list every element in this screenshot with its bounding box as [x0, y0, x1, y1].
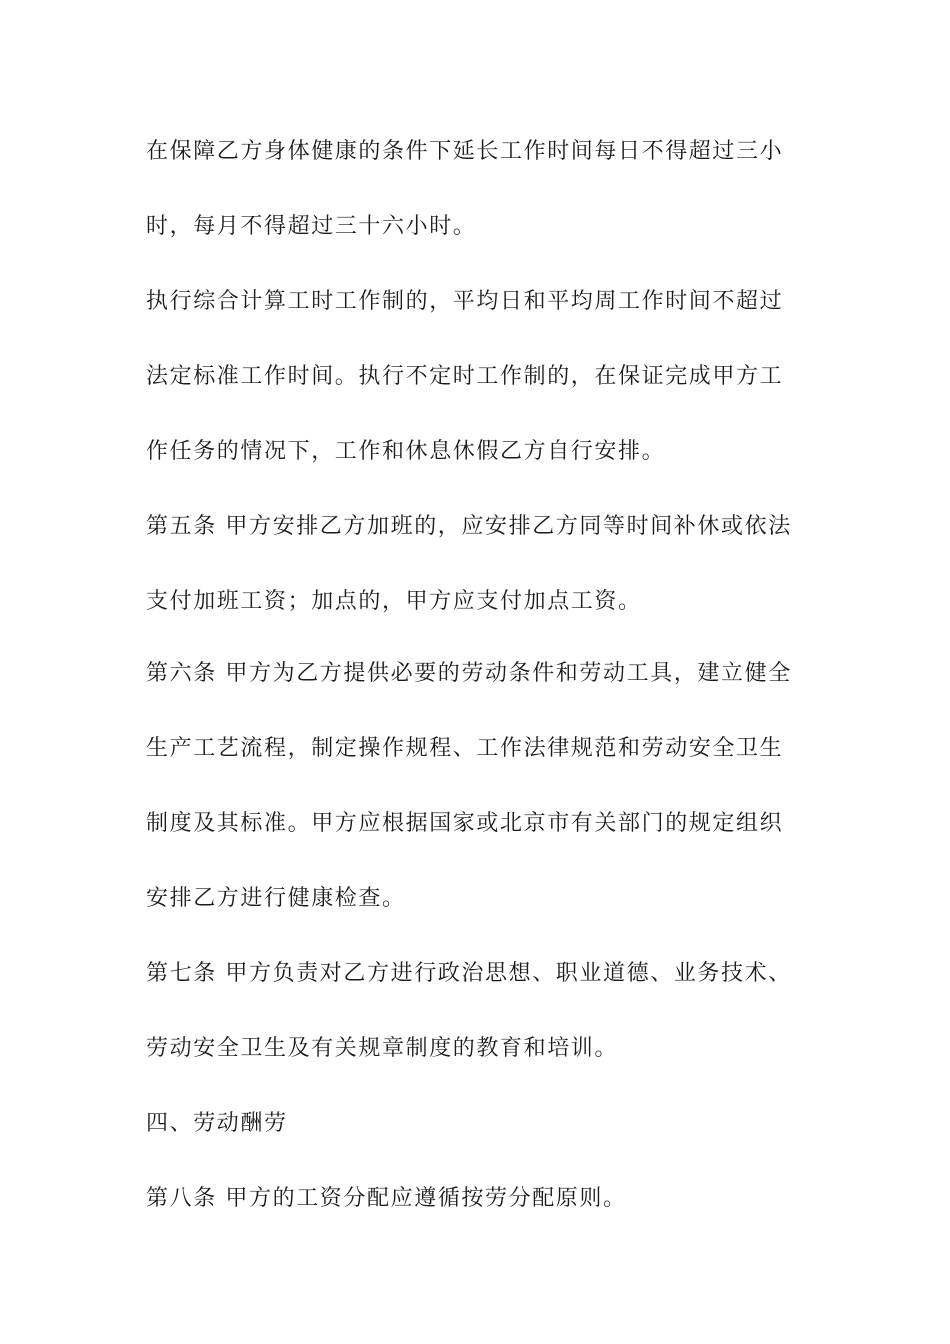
text-line: 生产工艺流程，制定操作规程、工作法律规范和劳动安全卫生 [146, 736, 784, 761]
text-line: 劳动安全卫生及有关规章制度的教育和培训。 [146, 1036, 619, 1061]
text-line: 时，每月不得超过三十六小时。 [146, 214, 477, 239]
section-heading: 四、劳动酬劳 [146, 1111, 288, 1136]
text-line: 作任务的情况下，工作和休息休假乙方自行安排。 [146, 439, 666, 464]
text-line: 法定标准工作时间。执行不定时工作制的，在保证完成甲方工 [146, 364, 784, 389]
article-5-line: 第五条 甲方安排乙方加班的，应安排乙方同等时间补休或依法 [146, 514, 792, 539]
text-line: 支付加班工资；加点的，甲方应支付加点工资。 [146, 589, 642, 614]
article-8-line: 第八条 甲方的工资分配应遵循按劳分配原则。 [146, 1186, 627, 1211]
text-line: 制度及其标准。甲方应根据国家或北京市有关部门的规定组织 [146, 811, 784, 836]
text-line: 安排乙方进行健康检查。 [146, 886, 406, 911]
text-line: 执行综合计算工时工作制的，平均日和平均周工作时间不超过 [146, 289, 784, 314]
text-line: 在保障乙方身体健康的条件下延长工作时间每日不得超过三小 [146, 139, 784, 164]
article-7-line: 第七条 甲方负责对乙方进行政治思想、职业道德、业务技术、 [146, 961, 792, 986]
article-6-line: 第六条 甲方为乙方提供必要的劳动条件和劳动工具，建立健全 [146, 661, 792, 686]
